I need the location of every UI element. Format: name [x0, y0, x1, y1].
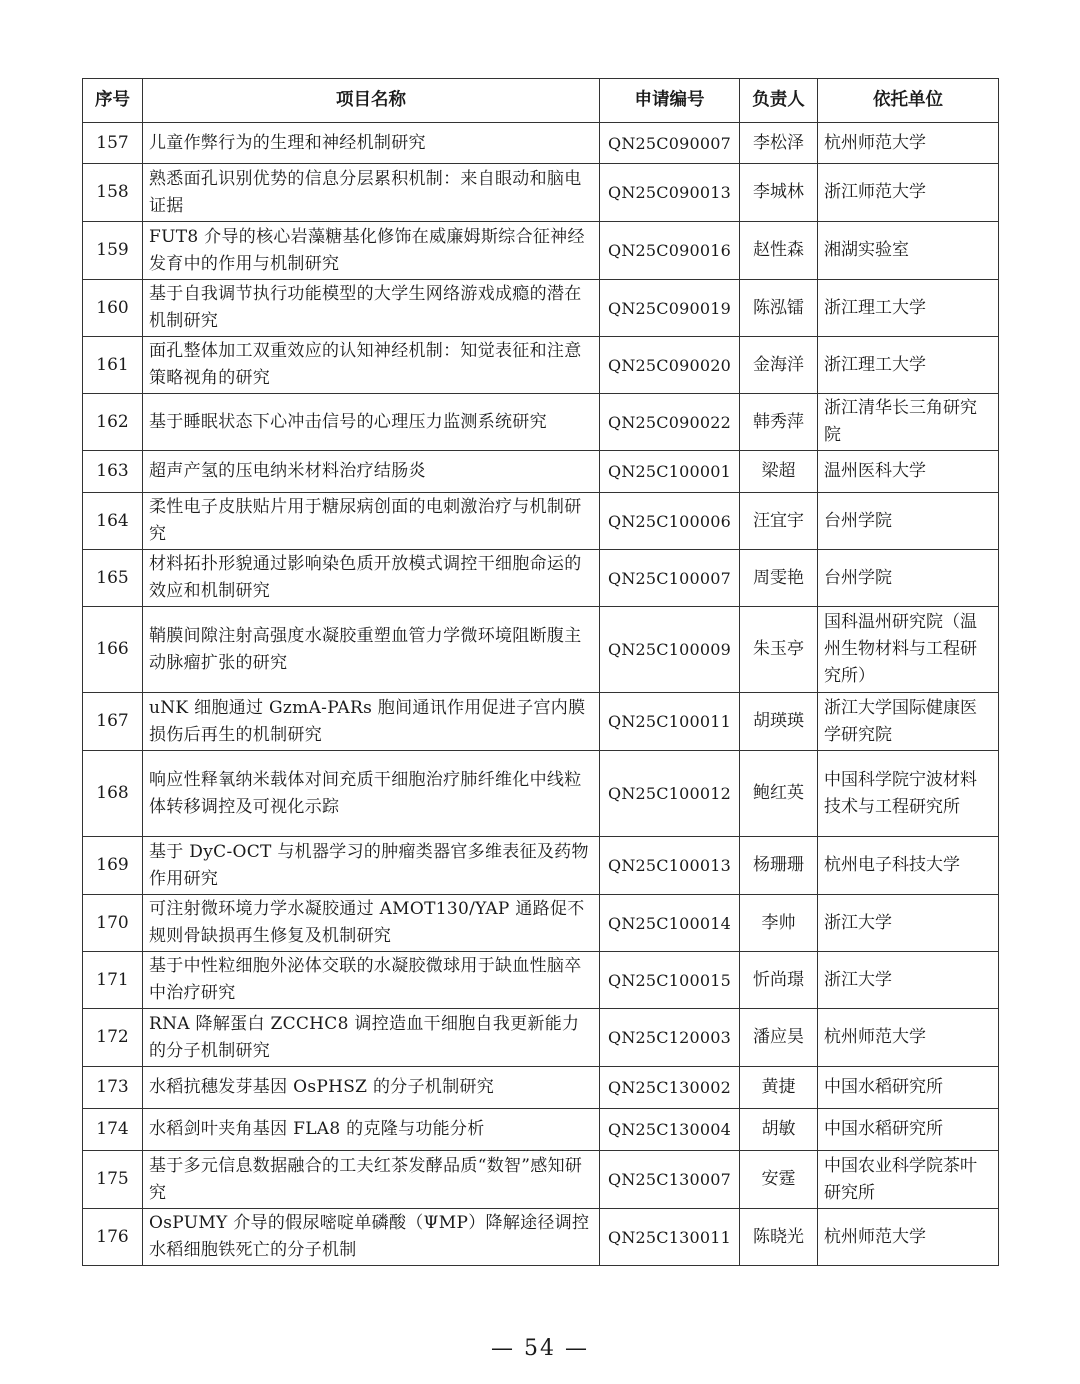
cell-title: 熟悉面孔识别优势的信息分层累积机制：来自眼动和脑电证据 [143, 164, 600, 222]
cell-num: 164 [83, 493, 143, 550]
cell-unit: 浙江清华长三角研究院 [818, 394, 999, 451]
cell-code: QN25C130011 [600, 1209, 740, 1266]
cell-title: 基于中性粒细胞外泌体交联的水凝胶微球用于缺血性脑卒中治疗研究 [143, 952, 600, 1009]
table-row [83, 222, 999, 280]
cell-title: uNK 细胞通过 GzmA-PARs 胞间通讯作用促进子宫内膜损伤后再生的机制研究 [143, 693, 600, 751]
cell-person: 鲍红英 [740, 751, 818, 837]
page-number: — 54 — [491, 1336, 589, 1361]
cell-person: 陈晓光 [740, 1209, 818, 1266]
cell-person: 李帅 [740, 895, 818, 952]
cell-title: 柔性电子皮肤贴片用于糖尿病创面的电刺激治疗与机制研究 [143, 493, 600, 550]
cell-num: 173 [83, 1067, 143, 1109]
cell-person: 安霆 [740, 1151, 818, 1209]
cell-code: QN25C130007 [600, 1151, 740, 1209]
cell-title: 面孔整体加工双重效应的认知神经机制：知觉表征和注意策略视角的研究 [143, 337, 600, 394]
cell-code: QN25C100006 [600, 493, 740, 550]
project-table [82, 78, 999, 1266]
cell-person: 李城林 [740, 164, 818, 222]
cell-unit: 中国科学院宁波材料技术与工程研究所 [818, 751, 999, 837]
cell-title: 鞘膜间隙注射高强度水凝胶重塑血管力学微环境阻断腹主动脉瘤扩张的研究 [143, 607, 600, 693]
table-row [83, 493, 999, 550]
cell-person: 忻尚璟 [740, 952, 818, 1009]
cell-title: FUT8 介导的核心岩藻糖基化修饰在威廉姆斯综合征神经发育中的作用与机制研究 [143, 222, 600, 280]
cell-num: 166 [83, 607, 143, 693]
cell-code: QN25C100012 [600, 751, 740, 837]
cell-num: 171 [83, 952, 143, 1009]
cell-num: 168 [83, 751, 143, 837]
cell-code: QN25C090020 [600, 337, 740, 394]
table-row [83, 837, 999, 895]
table-body [83, 123, 999, 1266]
cell-unit: 杭州师范大学 [818, 1009, 999, 1067]
header-title: 项目名称 [143, 79, 600, 123]
cell-title: 基于 DyC-OCT 与机器学习的肿瘤类器官多维表征及药物作用研究 [143, 837, 600, 895]
header-unit: 依托单位 [818, 79, 999, 123]
cell-num: 174 [83, 1109, 143, 1151]
cell-unit: 中国水稻研究所 [818, 1067, 999, 1109]
table-row [83, 1009, 999, 1067]
cell-code: QN25C120003 [600, 1009, 740, 1067]
cell-num: 163 [83, 451, 143, 493]
cell-code: QN25C090016 [600, 222, 740, 280]
table-row [83, 895, 999, 952]
cell-num: 176 [83, 1209, 143, 1266]
cell-num: 162 [83, 394, 143, 451]
header-code: 申请编号 [600, 79, 740, 123]
cell-title: 基于自我调节执行功能模型的大学生网络游戏成瘾的潜在机制研究 [143, 280, 600, 337]
table-row [83, 550, 999, 607]
table-row [83, 693, 999, 751]
cell-unit: 台州学院 [818, 493, 999, 550]
cell-person: 杨珊珊 [740, 837, 818, 895]
table-row [83, 164, 999, 222]
cell-code: QN25C100011 [600, 693, 740, 751]
cell-title: 基于睡眠状态下心冲击信号的心理压力监测系统研究 [143, 394, 600, 451]
cell-num: 161 [83, 337, 143, 394]
cell-title: 材料拓扑形貌通过影响染色质开放模式调控干细胞命运的效应和机制研究 [143, 550, 600, 607]
table-row [83, 394, 999, 451]
cell-num: 175 [83, 1151, 143, 1209]
table-row [83, 607, 999, 693]
cell-unit: 杭州师范大学 [818, 1209, 999, 1266]
cell-code: QN25C100009 [600, 607, 740, 693]
cell-title: 可注射微环境力学水凝胶通过 AMOT130/YAP 通路促不规则骨缺损再生修复及机制研究 [143, 895, 600, 952]
cell-code: QN25C090013 [600, 164, 740, 222]
cell-num: 157 [83, 123, 143, 164]
cell-num: 169 [83, 837, 143, 895]
cell-person: 赵性森 [740, 222, 818, 280]
cell-title: RNA 降解蛋白 ZCCHC8 调控造血干细胞自我更新能力的分子机制研究 [143, 1009, 600, 1067]
header-num: 序号 [83, 79, 143, 123]
cell-unit: 浙江理工大学 [818, 337, 999, 394]
cell-title: 响应性释氧纳米载体对间充质干细胞治疗肺纤维化中线粒体转移调控及可视化示踪 [143, 751, 600, 837]
cell-title: 水稻剑叶夹角基因 FLA8 的克隆与功能分析 [143, 1109, 600, 1151]
cell-unit: 浙江理工大学 [818, 280, 999, 337]
cell-unit: 杭州师范大学 [818, 123, 999, 164]
cell-code: QN25C100014 [600, 895, 740, 952]
cell-unit: 台州学院 [818, 550, 999, 607]
cell-num: 165 [83, 550, 143, 607]
cell-unit: 中国农业科学院茶叶研究所 [818, 1151, 999, 1209]
cell-unit: 浙江大学 [818, 895, 999, 952]
table-row [83, 123, 999, 164]
cell-num: 160 [83, 280, 143, 337]
table-row [83, 337, 999, 394]
cell-code: QN25C130004 [600, 1109, 740, 1151]
cell-num: 159 [83, 222, 143, 280]
cell-unit: 浙江师范大学 [818, 164, 999, 222]
cell-unit: 浙江大学国际健康医学研究院 [818, 693, 999, 751]
cell-unit: 温州医科大学 [818, 451, 999, 493]
cell-unit: 中国水稻研究所 [818, 1109, 999, 1151]
cell-unit: 湘湖实验室 [818, 222, 999, 280]
cell-code: QN25C100013 [600, 837, 740, 895]
table-row [83, 751, 999, 837]
cell-unit: 浙江大学 [818, 952, 999, 1009]
cell-person: 潘应昊 [740, 1009, 818, 1067]
cell-title: OsPUMY 介导的假尿嘧啶单磷酸（ΨMP）降解途径调控水稻细胞铁死亡的分子机制 [143, 1209, 600, 1266]
cell-person: 胡敏 [740, 1109, 818, 1151]
cell-code: QN25C100015 [600, 952, 740, 1009]
cell-num: 167 [83, 693, 143, 751]
cell-num: 172 [83, 1009, 143, 1067]
cell-num: 170 [83, 895, 143, 952]
table-row [83, 1151, 999, 1209]
cell-num: 158 [83, 164, 143, 222]
cell-person: 韩秀萍 [740, 394, 818, 451]
cell-code: QN25C090007 [600, 123, 740, 164]
cell-person: 汪宜宇 [740, 493, 818, 550]
table-header-row [83, 79, 999, 123]
cell-title: 水稻抗穗发芽基因 OsPHSZ 的分子机制研究 [143, 1067, 600, 1109]
table-row [83, 280, 999, 337]
cell-unit: 国科温州研究院（温州生物材料与工程研究所） [818, 607, 999, 693]
table-row [83, 1067, 999, 1109]
cell-unit: 杭州电子科技大学 [818, 837, 999, 895]
cell-code: QN25C090019 [600, 280, 740, 337]
cell-person: 金海洋 [740, 337, 818, 394]
cell-person: 朱玉亭 [740, 607, 818, 693]
cell-person: 陈泓镭 [740, 280, 818, 337]
cell-title: 基于多元信息数据融合的工夫红茶发酵品质“数智”感知研究 [143, 1151, 600, 1209]
cell-title: 儿童作弊行为的生理和神经机制研究 [143, 123, 600, 164]
table-row [83, 451, 999, 493]
cell-person: 周雯艳 [740, 550, 818, 607]
cell-person: 胡瑛瑛 [740, 693, 818, 751]
table-row [83, 1209, 999, 1266]
table-row [83, 952, 999, 1009]
cell-code: QN25C090022 [600, 394, 740, 451]
cell-code: QN25C100001 [600, 451, 740, 493]
header-person: 负责人 [740, 79, 818, 123]
cell-title: 超声产氢的压电纳米材料治疗结肠炎 [143, 451, 600, 493]
cell-code: QN25C130002 [600, 1067, 740, 1109]
cell-code: QN25C100007 [600, 550, 740, 607]
cell-person: 梁超 [740, 451, 818, 493]
cell-person: 黄捷 [740, 1067, 818, 1109]
cell-person: 李松泽 [740, 123, 818, 164]
table-row [83, 1109, 999, 1151]
